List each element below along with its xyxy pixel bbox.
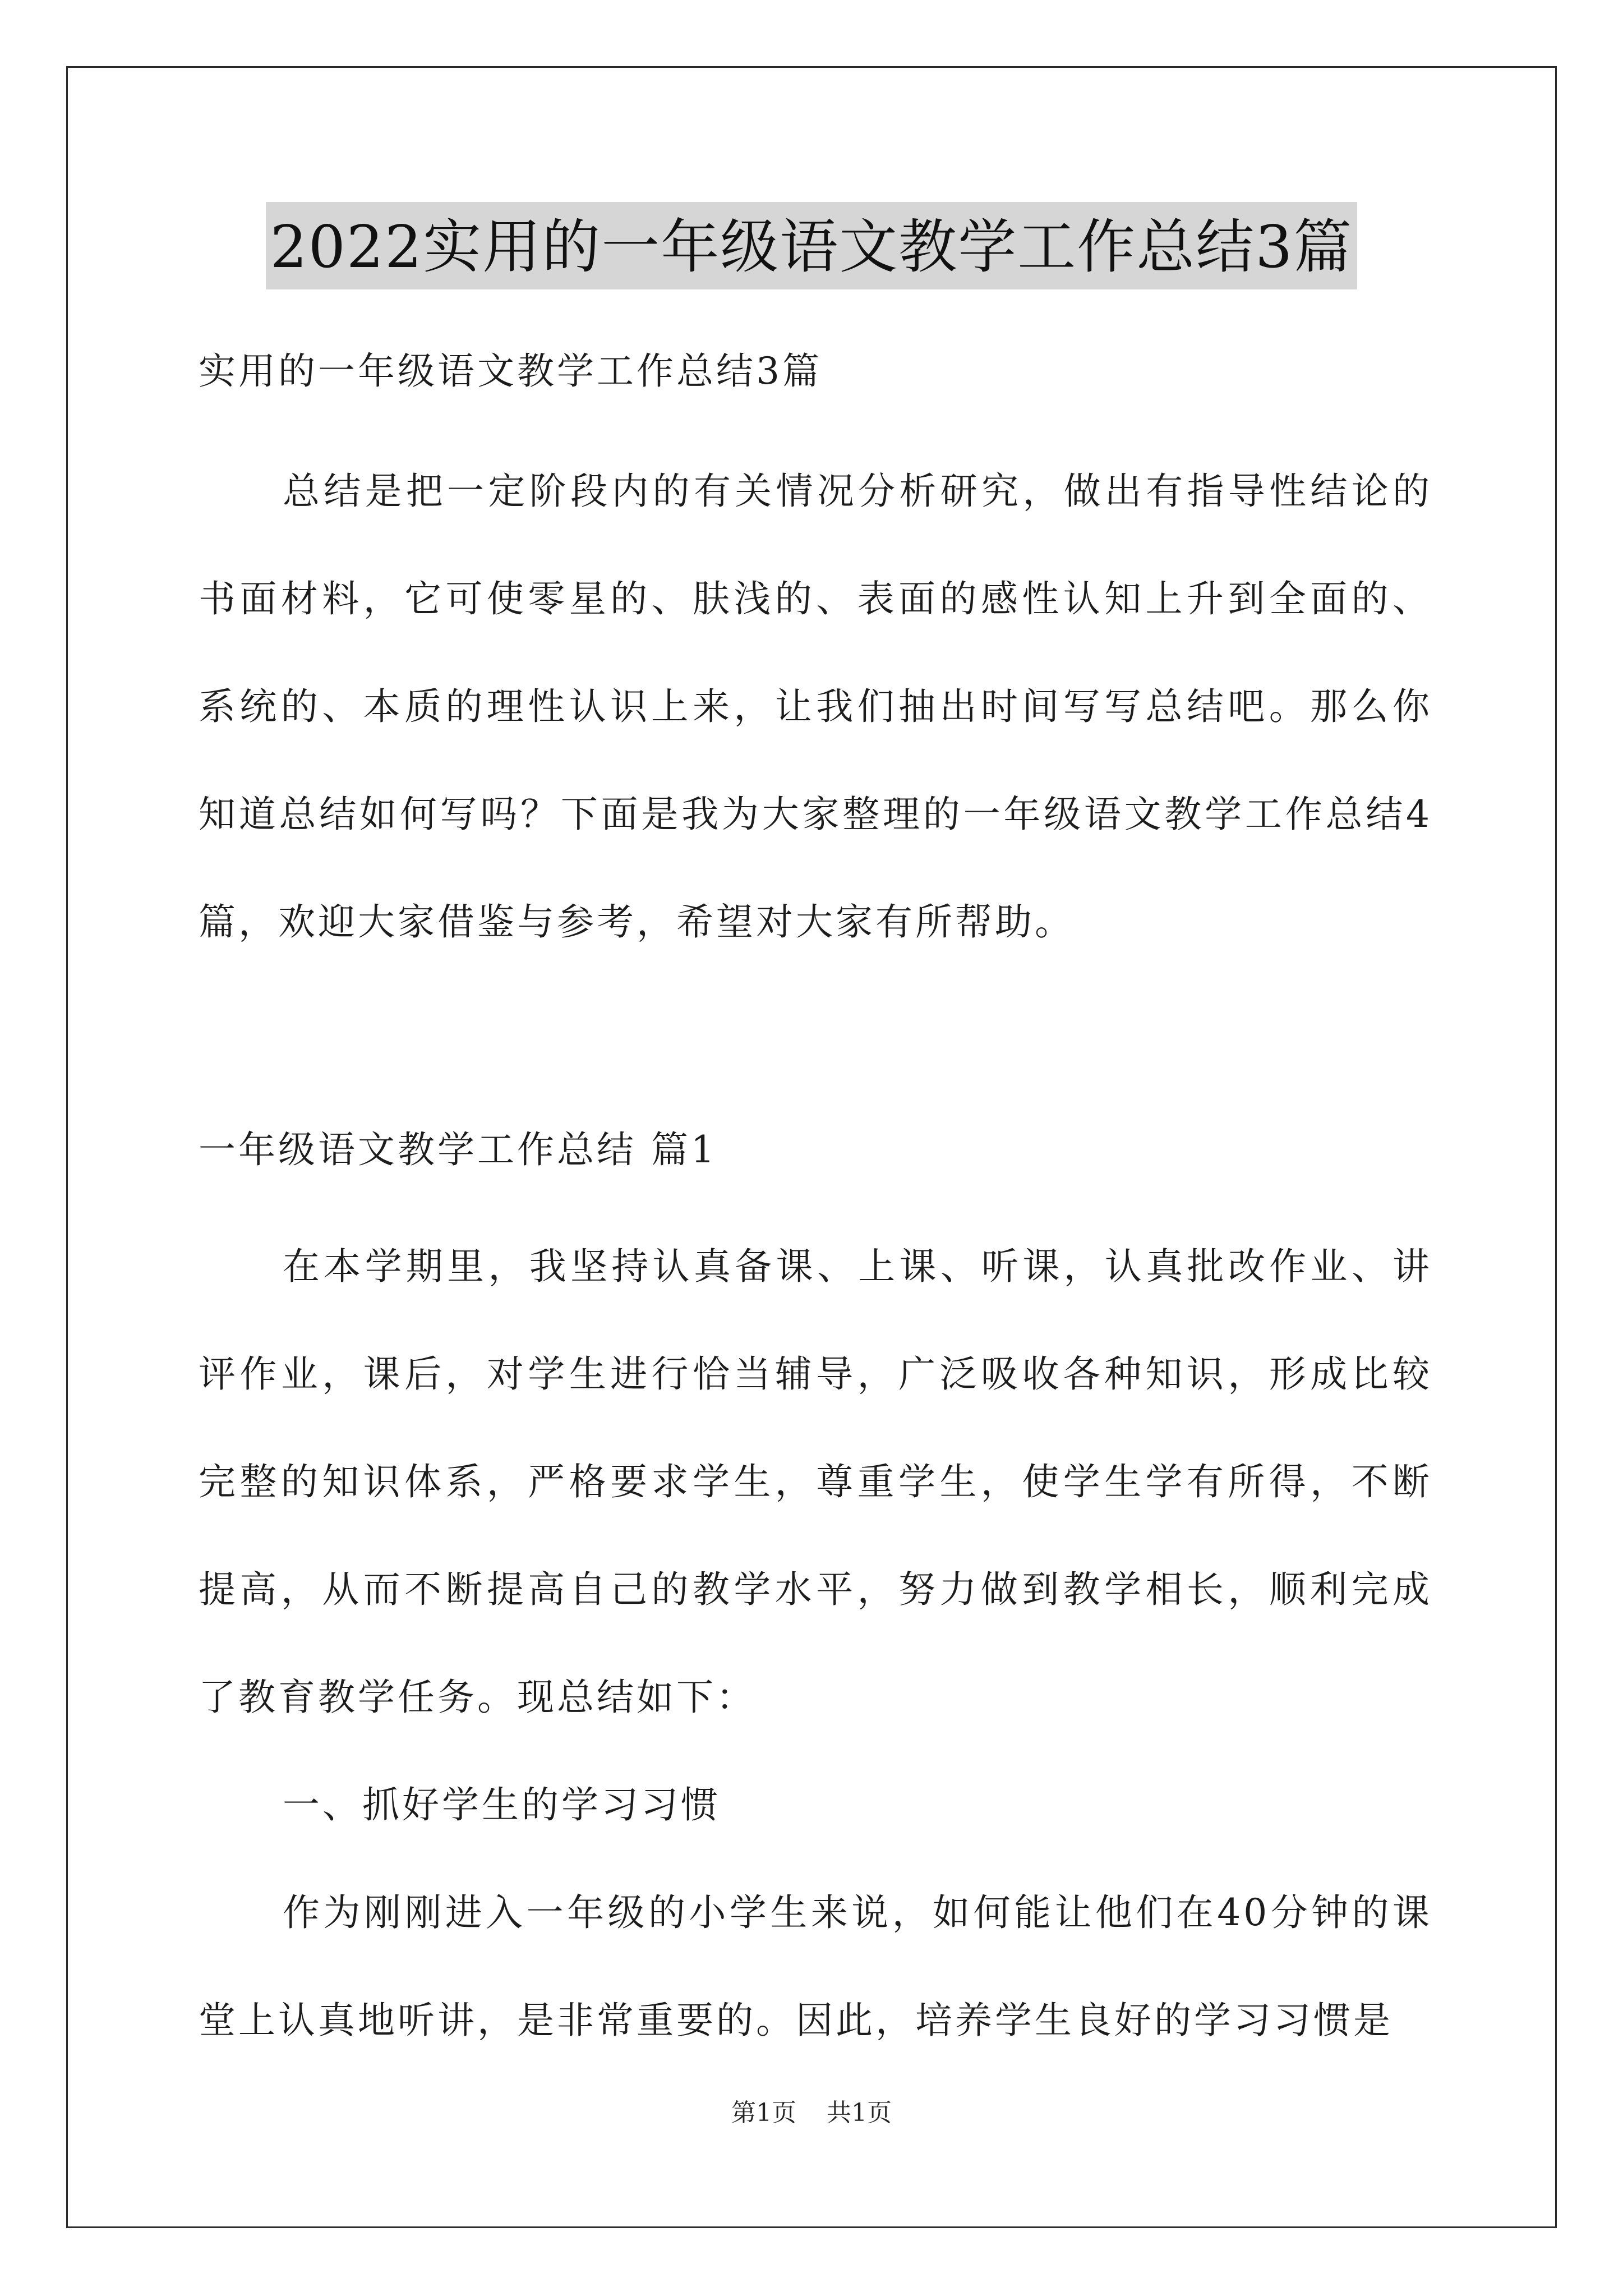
document-title: 2022实用的一年级语文教学工作总结3篇: [266, 202, 1358, 289]
section-body: [199, 1213, 1432, 2074]
subheading-1: 一、抓好学生的学习习惯: [283, 1783, 721, 1826]
title-wrapper: [0, 202, 1623, 289]
section-paragraph-1: 在本学期里，我坚持认真备课、上课、听课，认真批改作业、讲评作业，课后，对学生进行恰当辅导，广泛吸收各种知识，形成比较完整的知识体系，严格要求学生，尊重学生，使学生学有所得，不断提高，从而不断提高自己的教学水平，努力做到教学相长，顺利完成了教育教学任务。现总结如下：: [199, 1245, 1432, 1719]
section-paragraph-2: 作为刚刚进入一年级的小学生来说，如何能让他们在40分钟的课堂上认真地听讲，是非常重要的。因此，培养学生良好的学习习惯是: [199, 1891, 1432, 2042]
section-heading: 一年级语文教学工作总结 篇1: [199, 1128, 717, 1171]
page-total: 共1页: [827, 2099, 892, 2127]
intro-paragraph: 总结是把一定阶段内的有关情况分析研究，做出有指导性结论的书面材料，它可使零星的、肤浅的、表面的感性认知上升到全面的、系统的、本质的理性认识上来，让我们抽出时间写写总结吧。那么你知道总结如何写吗？下面是我为大家整理的一年级语文教学工作总结4篇，欢迎大家借鉴与参考，希望对大家有所帮助。: [199, 470, 1432, 944]
page-footer: [0, 2096, 1623, 2130]
intro-block: [199, 438, 1432, 976]
page-number: 第1页: [731, 2099, 796, 2127]
document-subtitle: 实用的一年级语文教学工作总结3篇: [199, 349, 822, 393]
